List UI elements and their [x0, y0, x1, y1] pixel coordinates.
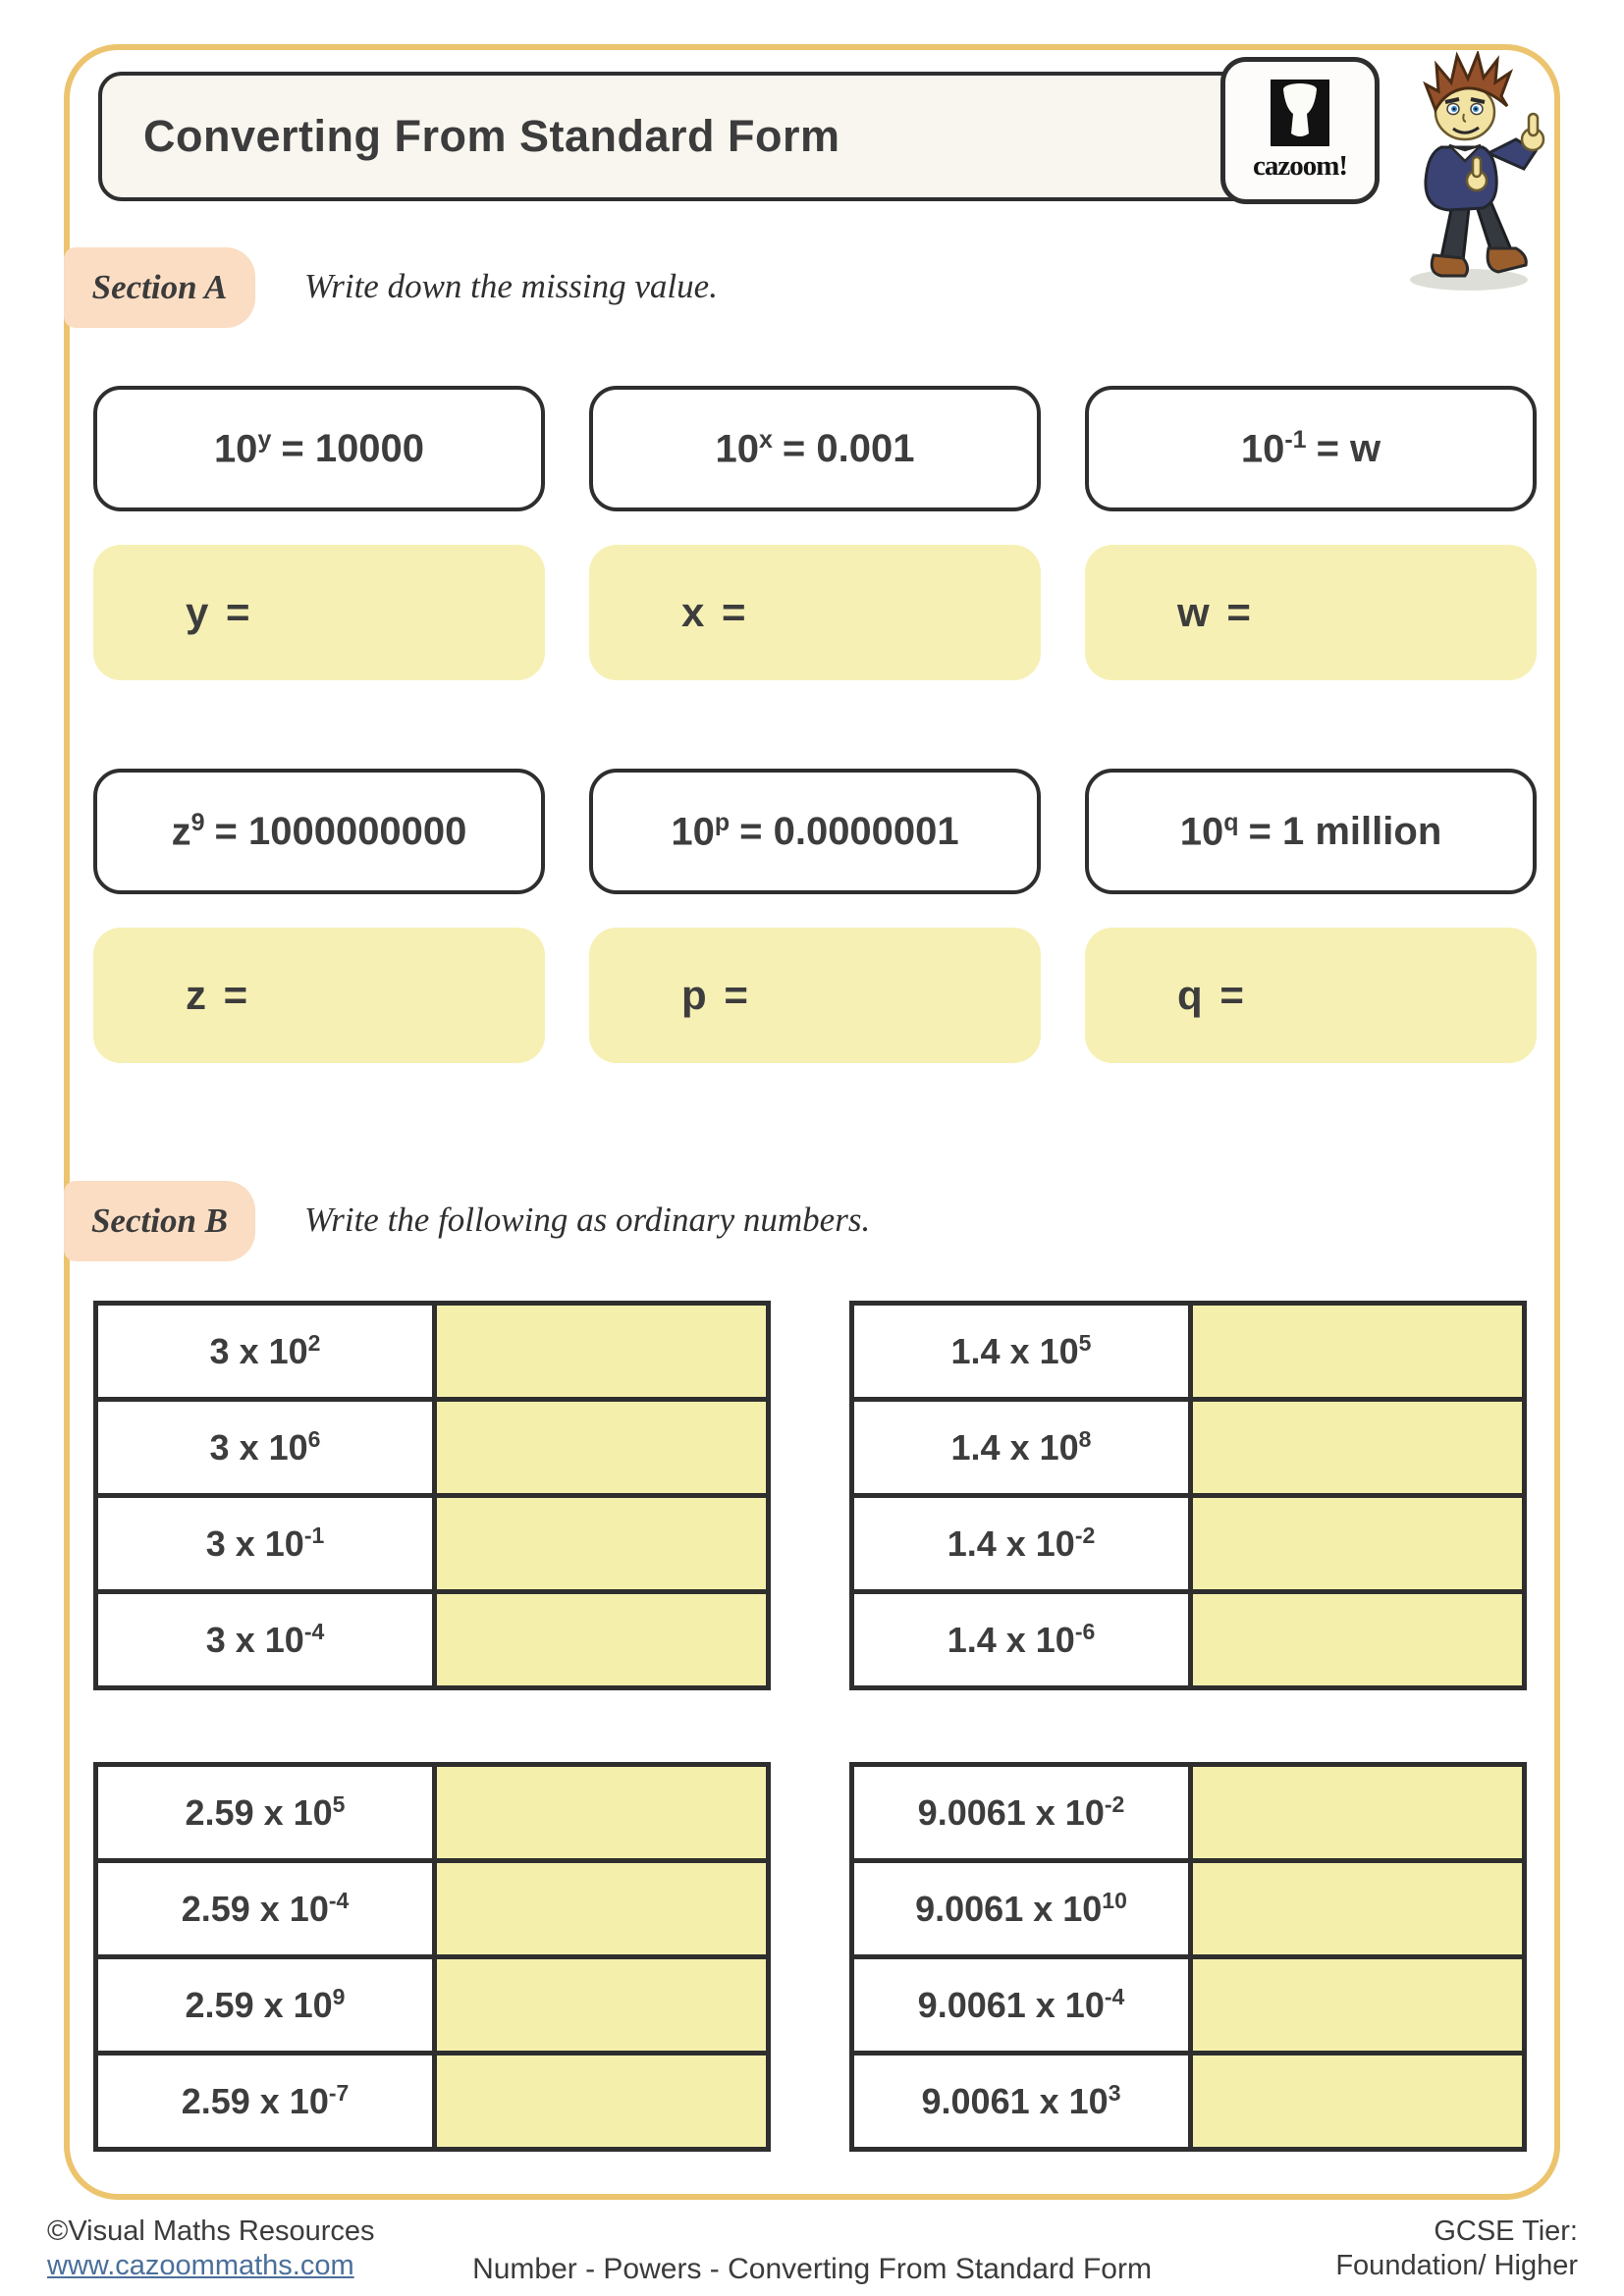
- conversion-table-3: [93, 1762, 771, 2152]
- section-a-row-1: [93, 386, 1537, 680]
- equation-box-y: [93, 386, 545, 511]
- answer-cell[interactable]: [1193, 2056, 1522, 2147]
- footer-tier: [1335, 2215, 1578, 2283]
- section-a-label: Section A: [64, 247, 255, 328]
- standard-form-expression: 9.0061 x $10^3$: [854, 2056, 1193, 2147]
- equation: $10^y = 10000$: [213, 425, 425, 471]
- section-b-label: Section B: [64, 1181, 255, 1261]
- answer-cell[interactable]: [1193, 1863, 1522, 1954]
- answer-box-q[interactable]: q =: [1085, 928, 1537, 1063]
- standard-form-expression: 1.4 x $10^5$: [854, 1306, 1193, 1397]
- answer-box-w[interactable]: w =: [1085, 545, 1537, 680]
- table-row: [854, 1589, 1522, 1685]
- copyright-text: ©Visual Maths Resources: [47, 2216, 375, 2247]
- table-row: [854, 1397, 1522, 1493]
- section-a-instruction: Write down the missing value.: [304, 267, 718, 305]
- answer-cell[interactable]: [437, 1767, 766, 1858]
- problem-cell: [93, 769, 545, 1063]
- answer-cell[interactable]: [1193, 1959, 1522, 2051]
- answer-cell[interactable]: [437, 1402, 766, 1493]
- table-row: [98, 1397, 766, 1493]
- table-row: [98, 1306, 766, 1397]
- footer-topic-text: Number - Powers - Converting From Standard Form: [472, 2253, 1152, 2285]
- standard-form-expression: 2.59 x $10^5$: [98, 1767, 437, 1858]
- standard-form-expression: 9.0061 x $10^{-4}$: [854, 1959, 1193, 2051]
- standard-form-expression: 3 x $10^{-4}$: [98, 1594, 437, 1685]
- standard-form-expression: 1.4 x $10^8$: [854, 1402, 1193, 1493]
- section-b-tables-row-1: [93, 1301, 1527, 1690]
- website-link[interactable]: www.cazoommaths.com: [47, 2249, 354, 2281]
- page-title: Converting From Standard Form: [143, 111, 840, 161]
- worksheet-title-bar: [98, 72, 1380, 201]
- tier-label: GCSE Tier:: [1434, 2216, 1578, 2247]
- table-row: [98, 2051, 766, 2147]
- answer-box-p[interactable]: p =: [589, 928, 1041, 1063]
- equation-box-z: [93, 769, 545, 894]
- answer-cell[interactable]: [437, 1594, 766, 1685]
- conversion-table-4: [849, 1762, 1527, 2152]
- standard-form-expression: 2.59 x $10^{-7}$: [98, 2056, 437, 2147]
- table-row: [854, 1306, 1522, 1397]
- table-row: [854, 1767, 1522, 1858]
- standard-form-expression: 1.4 x $10^{-6}$: [854, 1594, 1193, 1685]
- equation-box-x: [589, 386, 1041, 511]
- tier-value: Foundation/ Higher: [1335, 2249, 1578, 2281]
- table-row: [854, 1954, 1522, 2051]
- problem-cell: [589, 769, 1041, 1063]
- equation: $10^x = 0.001$: [715, 425, 915, 471]
- answer-box-y[interactable]: y =: [93, 545, 545, 680]
- table-row: [98, 1954, 766, 2051]
- standard-form-expression: 3 x $10^6$: [98, 1402, 437, 1493]
- problem-cell: [1085, 769, 1537, 1063]
- table-row: [854, 1858, 1522, 1954]
- standard-form-expression: 1.4 x $10^{-2}$: [854, 1498, 1193, 1589]
- logo-wordmark: cazoom!: [1252, 150, 1348, 182]
- standard-form-expression: 9.0061 x $10^{10}$: [854, 1863, 1193, 1954]
- standard-form-expression: 3 x $10^2$: [98, 1306, 437, 1397]
- mascot-character-illustration: [1382, 51, 1569, 296]
- answer-cell[interactable]: [1193, 1306, 1522, 1397]
- answer-cell[interactable]: [437, 1863, 766, 1954]
- table-row: [854, 2051, 1522, 2147]
- answer-cell[interactable]: [437, 1306, 766, 1397]
- answer-box-z[interactable]: z =: [93, 928, 545, 1063]
- table-row: [854, 1493, 1522, 1589]
- equation: $z^9 = 1000000000$: [171, 808, 467, 854]
- answer-cell[interactable]: [1193, 1767, 1522, 1858]
- problem-cell: [93, 386, 545, 680]
- standard-form-expression: 9.0061 x $10^{-2}$: [854, 1767, 1193, 1858]
- problem-cell: [589, 386, 1041, 680]
- section-b-instruction: Write the following as ordinary numbers.: [304, 1201, 871, 1239]
- conversion-table-2: [849, 1301, 1527, 1690]
- standard-form-expression: 2.59 x $10^9$: [98, 1959, 437, 2051]
- equation: $10^{-1} = w$: [1240, 425, 1381, 471]
- equation-box-p: [589, 769, 1041, 894]
- answer-cell[interactable]: [437, 2056, 766, 2147]
- answer-box-x[interactable]: x =: [589, 545, 1041, 680]
- answer-cell[interactable]: [1193, 1498, 1522, 1589]
- table-row: [98, 1858, 766, 1954]
- problem-cell: [1085, 386, 1537, 680]
- section-a-row-2: [93, 769, 1537, 1063]
- answer-cell[interactable]: [1193, 1402, 1522, 1493]
- equation-box-w: [1085, 386, 1537, 511]
- table-row: [98, 1589, 766, 1685]
- equation-box-q: [1085, 769, 1537, 894]
- standard-form-expression: 2.59 x $10^{-4}$: [98, 1863, 437, 1954]
- section-b-tables-row-2: [93, 1762, 1527, 2152]
- conversion-table-1: [93, 1301, 771, 1690]
- answer-cell[interactable]: [437, 1959, 766, 2051]
- answer-cell[interactable]: [1193, 1594, 1522, 1685]
- cazoom-logo: [1220, 57, 1380, 204]
- equation: $10^p = 0.0000001$: [671, 808, 959, 854]
- table-row: [98, 1767, 766, 1858]
- answer-cell[interactable]: [437, 1498, 766, 1589]
- standard-form-expression: 3 x $10^{-1}$: [98, 1498, 437, 1589]
- drum-icon: [1270, 79, 1330, 147]
- equation: $10^q = 1$ million: [1179, 808, 1442, 854]
- table-row: [98, 1493, 766, 1589]
